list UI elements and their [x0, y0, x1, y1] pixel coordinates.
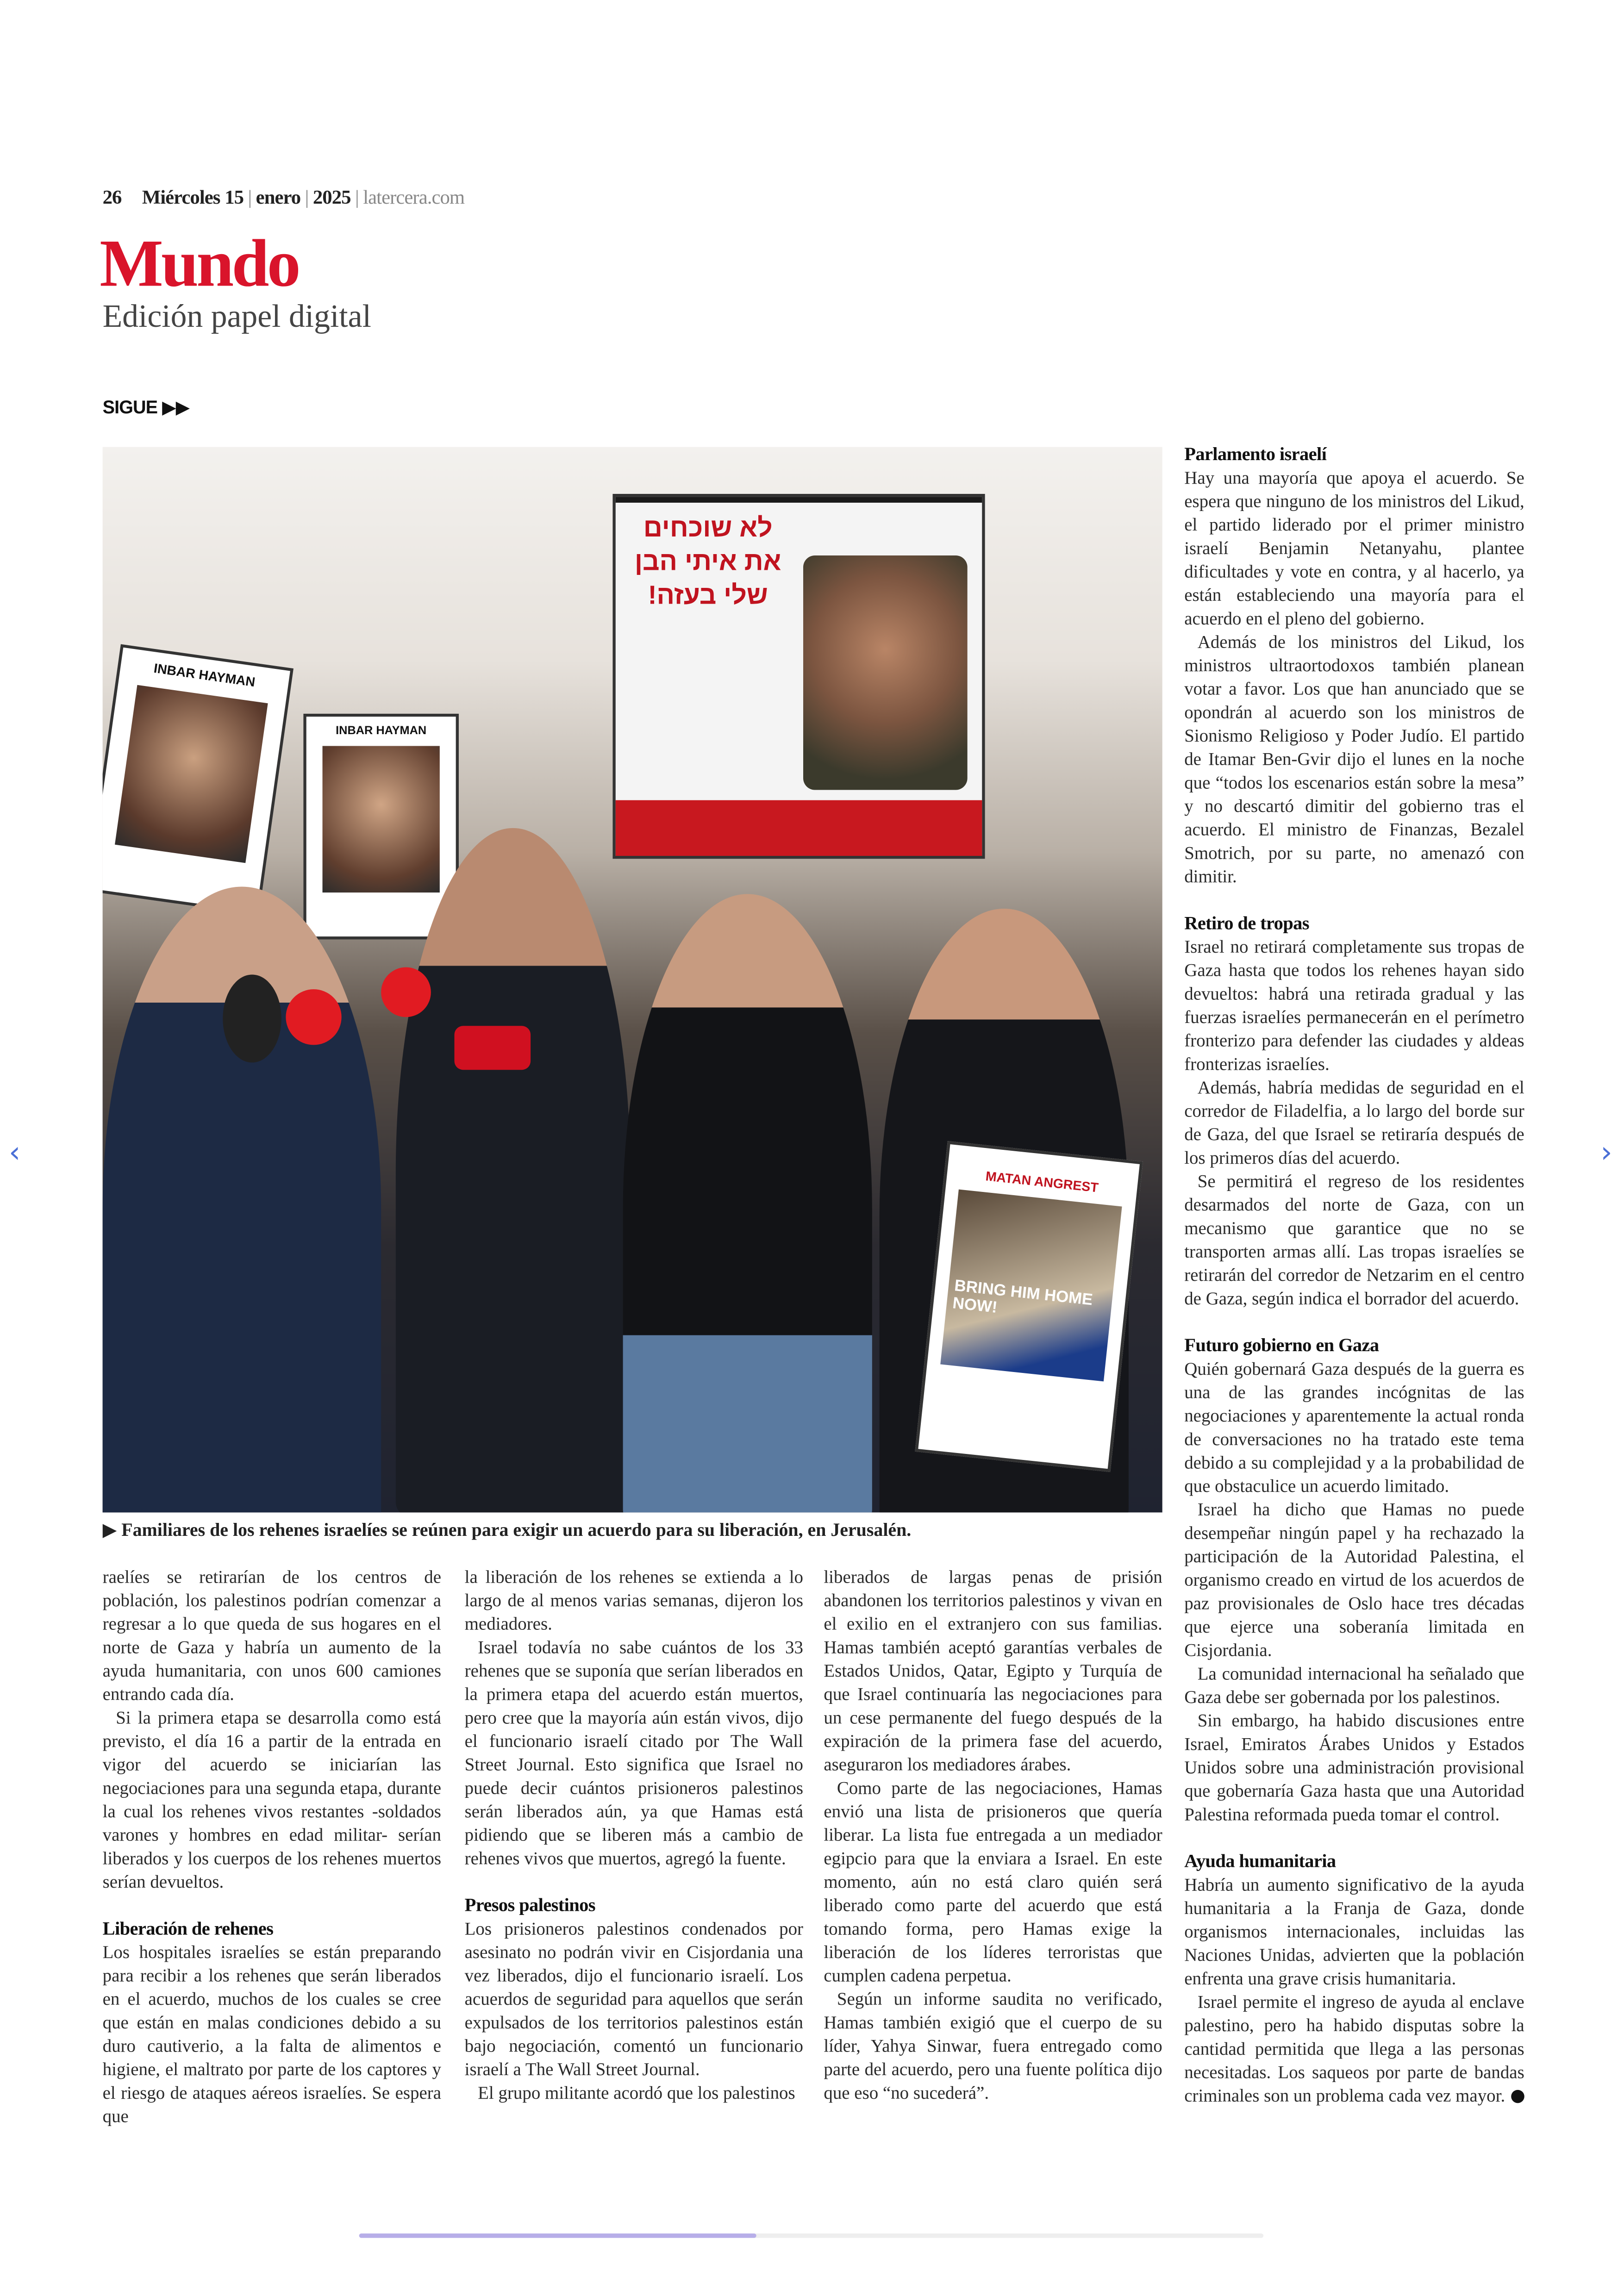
paragraph: liberados de largas penas de prisión abandonen los territorios palestinos y vivan en el exilio en el extranjero con sus familias. Hamas también aceptó garantías verbales de Estados Unidos, Qatar, Egipto y Turquía de que Israel continuaría las negociaciones para un cese permanente del fuego después de la expiración de la primera fase del acuerdo, aseguraron los mediadores árabes. — [824, 1566, 1162, 1775]
sign-slogan: BRING HIM HOME NOW! — [940, 1189, 1122, 1381]
sign-text: INBAR HAYMAN — [336, 724, 427, 737]
subheading: Retiro de tropas — [1184, 913, 1309, 934]
subheading: Ayuda humanitaria — [1184, 1851, 1336, 1872]
microphone — [223, 974, 281, 1062]
matan-angrest-sign — [915, 1141, 1143, 1472]
paragraph: Se permitirá el regreso de los residentes desarmados del norte de Gaza, con un mecanismo que garantice que no se transporten armas allí. Las tropas israelíes se retirarán del corredor de Netzarim en el centro de Gaza, según indica el borrador del acuerdo. — [1184, 1171, 1524, 1309]
sign-text: MATAN ANGREST — [985, 1168, 1099, 1195]
article-column — [465, 1565, 803, 2104]
paragraph: Si la primera etapa se desarrolla como está previsto, el día 16 a partir de la entrada en vigor del acuerdo se iniciarían las negociaciones para una segunda etapa, durante la cual los rehenes vivos restantes -soldados varones y hombres en edad militar- serían liberados y los cuerpos de los rehenes muertos serían devueltos. — [102, 1707, 441, 1892]
continue-label: SIGUE ▶▶ — [102, 397, 190, 418]
dateline: 26 Miércoles 15 | enero | 2025 | latercera.com — [102, 186, 465, 208]
subheading: Futuro gobierno en Gaza — [1184, 1335, 1379, 1356]
paragraph: La comunidad internacional ha señalado que Gaza debe ser gobernada por los palestinos. — [1184, 1663, 1524, 1708]
article-column — [103, 1565, 441, 2128]
paragraph: la liberación de los rehenes se extienda a lo largo de al menos varias semanas, dijeron los mediadores. — [464, 1566, 804, 1634]
paragraph: Israel permite el ingreso de ayuda al enclave palestino, pero ha habido disputas sobre la cantidad permitida que llega a las personas necesitadas. Los saqueos por parte de bandas criminales son un problema cada vez mayor. — [1184, 1991, 1524, 2106]
reading-progress-fill — [359, 2233, 757, 2238]
paragraph: Hay una mayoría que apoya el acuerdo. Se espera que ninguno de los ministros del Likud, el partido liderado por el primer ministro israelí Benjamin Netanyahu, plantee dificultades y vote en contra, y al hacerlo, ya están estableciendo una mayoría para el acuerdo en el pleno del gobierno. — [1184, 467, 1524, 629]
hebrew-sign — [612, 494, 985, 859]
subheading: Parlamento israelí — [1184, 444, 1327, 465]
article-column — [824, 1565, 1162, 2104]
person — [396, 828, 631, 1513]
subheading: Liberación de rehenes — [102, 1918, 274, 1939]
article-column — [1184, 443, 1524, 2108]
edition-subtitle: Edición papel digital — [102, 297, 371, 334]
section-title: Mundo — [100, 225, 299, 301]
paragraph: El grupo militante acordó que los palestinos — [478, 2083, 795, 2103]
paragraph: Además de los ministros del Likud, los ministros ultraortodoxos también planean votar a favor. Los que han anunciado que se opondrán al acuerdo son los ministros de Sionismo Religioso y Poder Judío. El partido de Itamar Ben-Gvir dijo el lunes en la noche que “todos los escenarios están sobre la mesa” y no descartó dimitir del gobierno tras el acuerdo. El ministro de Finanzas, Bezalel Smotrich, por su parte, no amenazó con dimitir. — [1184, 631, 1524, 887]
paragraph: Sin embargo, ha habido discusiones entre Israel, Emiratos Árabes Unidos y Estados Unidos sobre una administración provisional que gobernaría Gaza hasta que una Autoridad Palestina reformada pueda tomar el control. — [1184, 1710, 1524, 1825]
paragraph: Israel no retirará completamente sus tropas de Gaza hasta que todos los rehenes hayan sido devueltos: habrá una retirada gradual y las fuerzas israelíes permanecerán en el perímetro fronterizo para defender las ciudades y aldeas fronterizas israelíes. — [1184, 936, 1524, 1074]
date-day: Miércoles 15 — [142, 186, 244, 208]
microphone — [381, 967, 431, 1017]
portrait — [803, 555, 968, 790]
sign-text: INBAR HAYMAN — [153, 661, 256, 690]
sign-text: לא שוכחים את איתי הבן שלי בעזה! — [634, 513, 781, 610]
date-month: enero — [256, 186, 301, 208]
paragraph: Los hospitales israelíes se están preparando para recibir a los rehenes que serán liberados en el acuerdo, muchos de los cuales se cree que están en malas condiciones debido a su duro cautiverio, a la falta de alimentos e higiene, el maltrato por parte de los captores y el riesgo de ataques aéreos israelíes. Se espera que — [102, 1942, 441, 2127]
hostage-sign — [103, 644, 294, 915]
chevron-left-icon[interactable]: ‹ — [8, 1134, 21, 1170]
end-mark-icon — [1511, 2090, 1524, 2103]
site-name: latercera.com — [363, 186, 465, 208]
paragraph: Habría un aumento significativo de la ayuda humanitaria a la Franja de Gaza, donde organismos internacionales, incluidas las Naciones Unidas, advierten que la población enfrenta una grave crisis humanitaria. — [1184, 1874, 1524, 1989]
paragraph: raelíes se retirarían de los centros de población, los palestinos podrían comenzar a regresar a lo que queda de sus hogares en el norte de Gaza y habría un aumento de la ayuda humanitaria, con unos 600 camiones entrando cada día. — [102, 1566, 441, 1705]
paragraph: Israel todavía no sabe cuántos de los 33 rehenes que se suponía que serían liberados en la primera etapa del acuerdo están muertos, pero cree que la mayoría aún están vivos, dijo el funcionario israelí citado por The Wall Street Journal. Esto significa que Israel no puede decir cuántos prisioneros palestinos serán liberados aún, ya que Hamas está pidiendo que se liberen más a cambio de rehenes vivos que muertos, agregó la fuente. — [464, 1637, 804, 1869]
paragraph: Como parte de las negociaciones, Hamas envió una lista de prisioneros que quería liberar. La lista fue entregada a un mediador egipcio para que la enviara a Israel. En este momento, aún no está claro quién será liberado como parte del acuerdo que está tomando forma, pero Hamas exige la liberación de los líderes terroristas que cumplen cadena perpetua. — [824, 1777, 1162, 1986]
person — [623, 894, 872, 1512]
microphone — [286, 989, 341, 1045]
paragraph: Quién gobernará Gaza después de la guerra es una de las grandes incógnitas de las negociaciones y aparentemente la actual ronda de conversaciones no ha tratado este tema debido a su complejidad y a la probabilidad de que obstaculice un acuerdo limitado. — [1184, 1358, 1524, 1497]
reading-progress-bar[interactable] — [359, 2233, 1263, 2238]
paragraph: Israel ha dicho que Hamas no puede desempeñar ningún papel y ha rechazado la participación de la Autoridad Palestina, el organismo creado en virtud de los acuerdos de paz provisionales de Oslo hace tres décadas que ejerce una soberanía limitada en Cisjordania. — [1184, 1499, 1524, 1661]
subheading: Presos palestinos — [464, 1895, 595, 1916]
chevron-right-icon[interactable]: › — [1600, 1134, 1612, 1170]
paragraph: Además, habría medidas de seguridad en el corredor de Filadelfia, a lo largo del borde sur de Gaza, del que Israel se retiraría después de los primeros días del acuerdo. — [1184, 1077, 1524, 1168]
microphone — [454, 1026, 531, 1070]
page-number: 26 — [102, 186, 122, 208]
paragraph: Según un informe saudita no verificado, Hamas también exigió que el cuerpo de su líder, Yahya Sinwar, fuera entregado como parte del acuerdo, pero una fuente política dijo que eso “no sucederá”. — [824, 1989, 1162, 2103]
date-year: 2025 — [312, 186, 351, 208]
paragraph: Los prisioneros palestinos condenados por asesinato no podrán vivir en Cisjordania una vez liberados, dijo el funcionario israelí. Los acuerdos de seguridad para aquellos que serán expulsados de los territorios palestinos están bajo negociación, comentó un funcionario israelí a The Wall Street Journal. — [464, 1918, 804, 2080]
article-photo — [103, 447, 1162, 1513]
photo-caption: ▶ Familiares de los rehenes israelíes se reúnen para exigir un acuerdo para su liberación, en Jerusalén. — [102, 1520, 912, 1540]
hostage-sign — [303, 714, 459, 940]
